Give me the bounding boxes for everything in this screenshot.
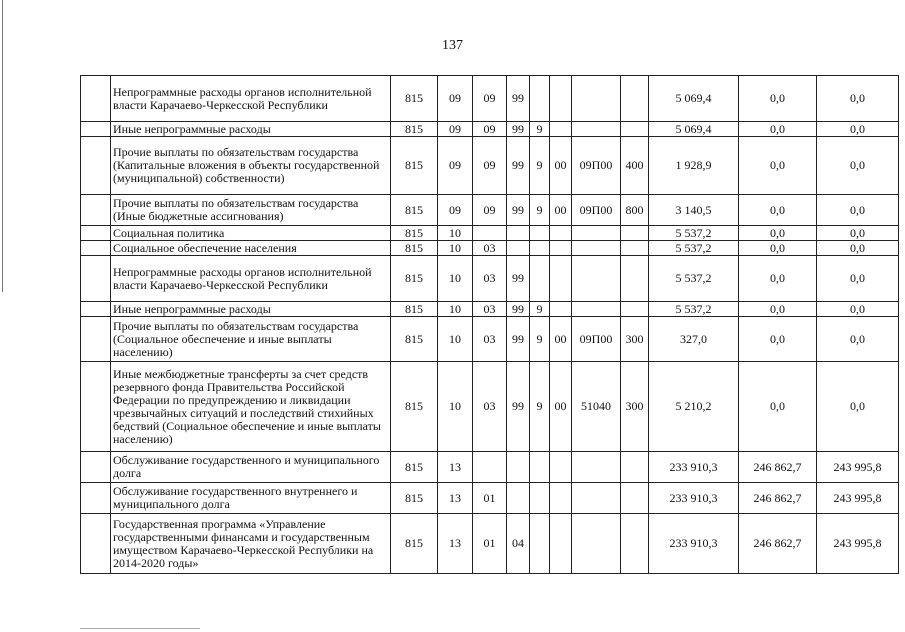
cell-rz: 10 [438, 241, 473, 256]
cell-s2: 0,0 [739, 195, 817, 226]
table-row [81, 483, 899, 514]
cell-name: Обслуживание государственного внутреннего и муниципального долга [111, 483, 391, 514]
cell-s3: 243 995,8 [817, 514, 899, 574]
row-index-cell [81, 452, 111, 483]
cell-pr: 09 [473, 76, 507, 122]
cell-name: Иные непрограммные расходы [111, 122, 391, 137]
cell-ved: 815 [391, 137, 438, 195]
cell-vr [621, 241, 649, 256]
cell-p2 [530, 256, 550, 302]
cell-rz: 13 [438, 452, 473, 483]
table-row [81, 514, 899, 574]
cell-p3 [550, 514, 572, 574]
cell-pr: 03 [473, 256, 507, 302]
table-row [81, 76, 899, 122]
cell-ved: 815 [391, 226, 438, 241]
cell-s3: 0,0 [817, 362, 899, 452]
cell-p1: 99 [507, 256, 530, 302]
cell-p3 [550, 302, 572, 317]
cell-p2: 9 [530, 195, 550, 226]
cell-vr [621, 122, 649, 137]
cell-s1: 327,0 [649, 317, 739, 362]
row-index-cell [81, 483, 111, 514]
cell-name: Государственная программа «Управление государственными финансами и государственным имуществом Карачаево-Черкесской Республики на 2014-2020 годы» [111, 514, 391, 574]
cell-rz: 10 [438, 317, 473, 362]
cell-p2 [530, 226, 550, 241]
cell-s2: 246 862,7 [739, 452, 817, 483]
cell-p1: 99 [507, 195, 530, 226]
cell-p4 [572, 483, 621, 514]
cell-s1: 233 910,3 [649, 452, 739, 483]
cell-s3: 0,0 [817, 122, 899, 137]
cell-s3: 0,0 [817, 241, 899, 256]
cell-s2: 0,0 [739, 317, 817, 362]
cell-rz: 10 [438, 362, 473, 452]
cell-p4 [572, 241, 621, 256]
cell-vr [621, 483, 649, 514]
cell-s1: 233 910,3 [649, 514, 739, 574]
cell-s2: 0,0 [739, 137, 817, 195]
cell-p4 [572, 452, 621, 483]
table-row [81, 195, 899, 226]
cell-rz: 10 [438, 302, 473, 317]
cell-name: Социальная политика [111, 226, 391, 241]
cell-p3: 00 [550, 137, 572, 195]
cell-p2 [530, 241, 550, 256]
cell-p4 [572, 514, 621, 574]
cell-s1: 5 537,2 [649, 241, 739, 256]
cell-rz: 10 [438, 226, 473, 241]
cell-p1 [507, 226, 530, 241]
cell-s3: 0,0 [817, 317, 899, 362]
cell-s3: 0,0 [817, 302, 899, 317]
cell-p4 [572, 226, 621, 241]
row-index-cell [81, 76, 111, 122]
cell-name: Прочие выплаты по обязательствам государства (Социальное обеспечение и иные выплаты населению) [111, 317, 391, 362]
cell-p4: 09П00 [572, 137, 621, 195]
cell-rz: 10 [438, 256, 473, 302]
cell-ved: 815 [391, 483, 438, 514]
cell-s2: 246 862,7 [739, 483, 817, 514]
cell-p3 [550, 256, 572, 302]
cell-ved: 815 [391, 317, 438, 362]
cell-name: Непрограммные расходы органов исполнительной власти Карачаево-Черкесской Республики [111, 76, 391, 122]
cell-vr: 300 [621, 362, 649, 452]
cell-s3: 0,0 [817, 226, 899, 241]
cell-rz: 09 [438, 195, 473, 226]
row-index-cell [81, 226, 111, 241]
cell-s2: 0,0 [739, 241, 817, 256]
cell-name: Социальное обеспечение населения [111, 241, 391, 256]
cell-pr: 03 [473, 302, 507, 317]
cell-s1: 5 069,4 [649, 122, 739, 137]
cell-p1: 99 [507, 137, 530, 195]
cell-s2: 0,0 [739, 122, 817, 137]
cell-s1: 5 537,2 [649, 226, 739, 241]
cell-s3: 243 995,8 [817, 452, 899, 483]
cell-s1: 5 069,4 [649, 76, 739, 122]
cell-vr [621, 302, 649, 317]
cell-p4 [572, 302, 621, 317]
cell-s1: 233 910,3 [649, 483, 739, 514]
cell-ved: 815 [391, 514, 438, 574]
cell-p3 [550, 226, 572, 241]
cell-p4: 09П00 [572, 317, 621, 362]
cell-p3 [550, 241, 572, 256]
cell-vr [621, 514, 649, 574]
cell-pr: 03 [473, 317, 507, 362]
cell-s3: 0,0 [817, 256, 899, 302]
cell-pr: 09 [473, 137, 507, 195]
cell-pr: 01 [473, 514, 507, 574]
cell-p4: 51040 [572, 362, 621, 452]
cell-ved: 815 [391, 302, 438, 317]
cell-p4 [572, 256, 621, 302]
cell-p1: 99 [507, 76, 530, 122]
cell-vr [621, 76, 649, 122]
cell-p2 [530, 76, 550, 122]
cell-s3: 0,0 [817, 137, 899, 195]
cell-s2: 246 862,7 [739, 514, 817, 574]
cell-pr [473, 226, 507, 241]
cell-vr: 300 [621, 317, 649, 362]
cell-p4: 09П00 [572, 195, 621, 226]
cell-p1 [507, 452, 530, 483]
budget-table [80, 75, 899, 574]
cell-p2 [530, 452, 550, 483]
cell-s1: 3 140,5 [649, 195, 739, 226]
cell-name: Непрограммные расходы органов исполнительной власти Карачаево-Черкесской Республики [111, 256, 391, 302]
budget-table-body [81, 76, 899, 574]
cell-vr [621, 452, 649, 483]
cell-p1: 04 [507, 514, 530, 574]
row-index-cell [81, 241, 111, 256]
cell-ved: 815 [391, 241, 438, 256]
cell-p2: 9 [530, 362, 550, 452]
row-index-cell [81, 302, 111, 317]
row-index-cell [81, 137, 111, 195]
cell-s1: 5 210,2 [649, 362, 739, 452]
cell-pr: 09 [473, 195, 507, 226]
cell-s2: 0,0 [739, 256, 817, 302]
cell-s2: 0,0 [739, 302, 817, 317]
table-row [81, 317, 899, 362]
table-row [81, 256, 899, 302]
cell-name: Прочие выплаты по обязательствам государства (Капитальные вложения в объекты государственной (муниципальной) собственности) [111, 137, 391, 195]
cell-p1: 99 [507, 122, 530, 137]
cell-s1: 5 537,2 [649, 256, 739, 302]
cell-s3: 243 995,8 [817, 483, 899, 514]
cell-ved: 815 [391, 362, 438, 452]
table-row [81, 226, 899, 241]
cell-vr [621, 256, 649, 302]
cell-p2: 9 [530, 137, 550, 195]
cell-name: Иные непрограммные расходы [111, 302, 391, 317]
cell-s2: 0,0 [739, 362, 817, 452]
cell-p1: 99 [507, 317, 530, 362]
table-row [81, 302, 899, 317]
cell-rz: 09 [438, 122, 473, 137]
cell-p3: 00 [550, 362, 572, 452]
cell-name: Прочие выплаты по обязательствам государства (Иные бюджетные ассигнования) [111, 195, 391, 226]
cell-ved: 815 [391, 452, 438, 483]
cell-pr: 03 [473, 362, 507, 452]
row-index-cell [81, 362, 111, 452]
cell-ved: 815 [391, 256, 438, 302]
cell-pr: 01 [473, 483, 507, 514]
cell-p2: 9 [530, 317, 550, 362]
cell-rz: 13 [438, 514, 473, 574]
table-row [81, 241, 899, 256]
cell-p1: 99 [507, 302, 530, 317]
cell-p2 [530, 514, 550, 574]
cell-rz: 09 [438, 137, 473, 195]
cell-p3 [550, 483, 572, 514]
cell-pr [473, 452, 507, 483]
cell-pr: 03 [473, 241, 507, 256]
footer-line [80, 628, 200, 629]
row-index-cell [81, 195, 111, 226]
cell-p3: 00 [550, 195, 572, 226]
cell-ved: 815 [391, 195, 438, 226]
table-row [81, 452, 899, 483]
cell-ved: 815 [391, 122, 438, 137]
cell-name: Обслуживание государственного и муниципального долга [111, 452, 391, 483]
cell-rz: 09 [438, 76, 473, 122]
row-index-cell [81, 514, 111, 574]
cell-s3: 0,0 [817, 195, 899, 226]
table-row [81, 362, 899, 452]
cell-s2: 0,0 [739, 76, 817, 122]
cell-p3: 00 [550, 317, 572, 362]
table-row [81, 122, 899, 137]
cell-s1: 1 928,9 [649, 137, 739, 195]
cell-name: Иные межбюджетные трансферты за счет средств резервного фонда Правительства Российской Федерации по предупреждению и ликвидации чрезвычайных ситуаций и последствий стихийных бедствий (Социальное обеспечение и иные выплаты населению) [111, 362, 391, 452]
cell-p3 [550, 122, 572, 137]
cell-p4 [572, 76, 621, 122]
cell-p4 [572, 122, 621, 137]
cell-pr: 09 [473, 122, 507, 137]
cell-p2: 9 [530, 122, 550, 137]
cell-vr: 800 [621, 195, 649, 226]
row-index-cell [81, 122, 111, 137]
cell-s2: 0,0 [739, 226, 817, 241]
cell-s1: 5 537,2 [649, 302, 739, 317]
cell-p1 [507, 241, 530, 256]
cell-p2: 9 [530, 302, 550, 317]
row-index-cell [81, 317, 111, 362]
cell-p1: 99 [507, 362, 530, 452]
cell-p3 [550, 76, 572, 122]
cell-p1 [507, 483, 530, 514]
cell-rz: 13 [438, 483, 473, 514]
table-row [81, 137, 899, 195]
cell-p2 [530, 483, 550, 514]
cell-vr: 400 [621, 137, 649, 195]
page-number: 137 [442, 38, 463, 53]
cell-p3 [550, 452, 572, 483]
cell-ved: 815 [391, 76, 438, 122]
row-index-cell [81, 256, 111, 302]
cell-vr [621, 226, 649, 241]
cell-s3: 0,0 [817, 76, 899, 122]
